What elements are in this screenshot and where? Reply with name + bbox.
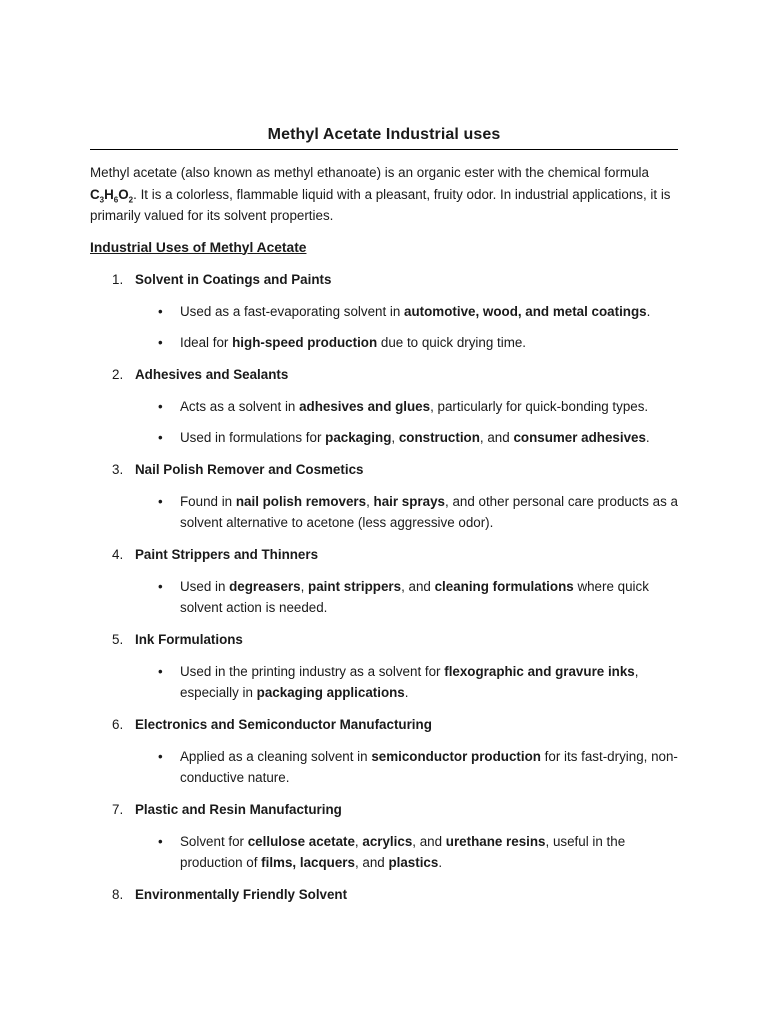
text-run: for its fast-drying, non-conductive nature. <box>180 748 678 785</box>
title-underline-rule <box>90 149 678 150</box>
bold-term: consumer adhesives <box>513 430 646 445</box>
bold-term: adhesives and glues <box>299 398 431 414</box>
text-run: Ideal for <box>180 335 233 350</box>
text-run: Solvent for <box>180 833 248 849</box>
list-item <box>90 799 680 874</box>
list-item-number: 7. <box>112 801 124 817</box>
list-item <box>90 714 680 789</box>
bullet-icon: • <box>158 493 163 509</box>
chemical-formula: $C_3H_6O_2$ <box>90 186 134 205</box>
list-item <box>90 459 680 534</box>
text-run: , particularly for quick-bonding types. <box>430 398 649 414</box>
text-run: , and <box>401 578 435 594</box>
list-item <box>90 269 680 354</box>
sub-bullet-item <box>90 746 680 789</box>
text-run: , and <box>354 855 389 870</box>
bold-term: paint strippers <box>308 578 402 594</box>
bold-term: degreasers <box>229 578 301 594</box>
bold-term: packaging <box>325 430 392 445</box>
text-run: . <box>404 685 409 700</box>
list-item <box>90 364 680 449</box>
text-run: where quick solvent action is needed. <box>180 578 649 615</box>
sub-bullet-list <box>90 301 680 354</box>
text-run: Acts as a solvent in <box>180 398 300 414</box>
bold-term: high-speed production <box>232 335 378 350</box>
sub-bullet-list <box>90 396 680 449</box>
text-run: , <box>366 493 374 509</box>
list-item-title: Electronics and Semiconductor Manufacturing <box>135 716 432 732</box>
text-run: Used in <box>180 578 230 594</box>
bold-term: hair sprays <box>373 493 445 509</box>
list-item-number: 8. <box>112 886 124 902</box>
text-run: . <box>646 303 651 319</box>
text-run: Applied as a cleaning solvent in <box>180 748 372 764</box>
list-item-number: 4. <box>112 546 124 562</box>
bullet-icon: • <box>158 663 163 679</box>
text-run: due to quick drying time. <box>377 335 527 350</box>
bullet-icon: • <box>158 398 163 414</box>
bold-term: automotive, wood, and metal coatings <box>404 303 647 319</box>
sub-bullet-list <box>90 746 680 789</box>
text-run: Used as a fast-evaporating solvent in <box>180 303 405 319</box>
list-item-title: Environmentally Friendly Solvent <box>135 886 348 902</box>
list-item-number: 5. <box>112 631 124 647</box>
text-run: , <box>300 578 309 594</box>
text-run: . <box>645 430 650 445</box>
text-run: , especially in <box>180 663 639 700</box>
uses-list <box>90 269 680 906</box>
text-run: Found in <box>180 493 236 509</box>
bullet-icon: • <box>158 833 163 849</box>
sub-bullet-item <box>90 396 680 418</box>
bullet-icon: • <box>158 748 163 764</box>
sub-bullet-list <box>90 661 680 704</box>
list-item-number: 6. <box>112 716 124 732</box>
sub-bullet-item <box>90 491 680 534</box>
bold-term: plastics <box>388 855 439 870</box>
list-item-title: Plastic and Resin Manufacturing <box>135 801 342 817</box>
list-item-title: Adhesives and Sealants <box>135 366 289 382</box>
bold-term: urethane resins <box>445 833 546 849</box>
intro-paragraph: Methyl acetate (also known as methyl ethanoate) is an organic ester with the chemical formula $C_3H_6O_2$. It is a colorless, flammable liquid with a pleasant, fruity odor. In industrial applications, it is primarily valued for its solvent properties. <box>90 165 671 223</box>
text-run: , and <box>412 833 446 849</box>
sub-bullet-list <box>90 491 680 534</box>
bold-term: semiconductor production <box>371 748 541 764</box>
list-item-number: 1. <box>112 271 124 287</box>
bullet-icon: • <box>158 578 163 594</box>
text-run: . <box>438 855 443 870</box>
bold-term: films, lacquers <box>261 855 355 870</box>
sub-bullet-item <box>90 661 680 704</box>
list-item-title: Paint Strippers and Thinners <box>135 546 319 562</box>
bold-term: flexographic and gravure inks <box>444 663 635 679</box>
text-run: , <box>391 430 399 445</box>
bullet-icon: • <box>158 303 163 319</box>
text-run: , useful in the production of <box>180 833 626 870</box>
list-item-title: Ink Formulations <box>135 631 243 647</box>
document-title: Methyl Acetate Industrial uses <box>267 126 501 143</box>
bold-term: construction <box>398 430 480 445</box>
bold-term: acrylics <box>362 833 413 849</box>
sub-bullet-item <box>90 301 680 323</box>
text-run: Used in the printing industry as a solvent for <box>180 663 445 679</box>
text-run: , and <box>479 430 514 445</box>
bullet-icon: • <box>158 335 163 350</box>
bullet-icon: • <box>158 430 163 445</box>
sub-bullet-list <box>90 831 680 874</box>
list-item-title: Nail Polish Remover and Cosmetics <box>135 461 364 477</box>
text-run: , and other personal care products as a solvent alternative to acetone (less aggressive odor). <box>180 493 678 530</box>
bold-term: nail polish removers <box>235 493 367 509</box>
list-item <box>90 884 680 906</box>
bold-term: cleaning formulations <box>434 578 574 594</box>
sub-bullet-item <box>90 831 680 874</box>
text-run: , <box>354 833 363 849</box>
bold-term: packaging applications <box>256 685 405 700</box>
list-item-number: 3. <box>112 461 124 477</box>
text-run: Used in formulations for <box>180 430 326 445</box>
list-item <box>90 629 680 704</box>
bold-term: cellulose acetate <box>247 833 355 849</box>
sub-bullet-list <box>90 576 680 619</box>
list-item-title: Solvent in Coatings and Paints <box>135 271 332 287</box>
sub-bullet-item <box>90 332 680 354</box>
sub-bullet-item <box>90 576 680 619</box>
list-item-number: 2. <box>112 366 124 382</box>
list-item <box>90 544 680 619</box>
section-heading: Industrial Uses of Methyl Acetate <box>90 239 307 255</box>
sub-bullet-item <box>90 427 680 449</box>
document-body <box>90 162 680 906</box>
